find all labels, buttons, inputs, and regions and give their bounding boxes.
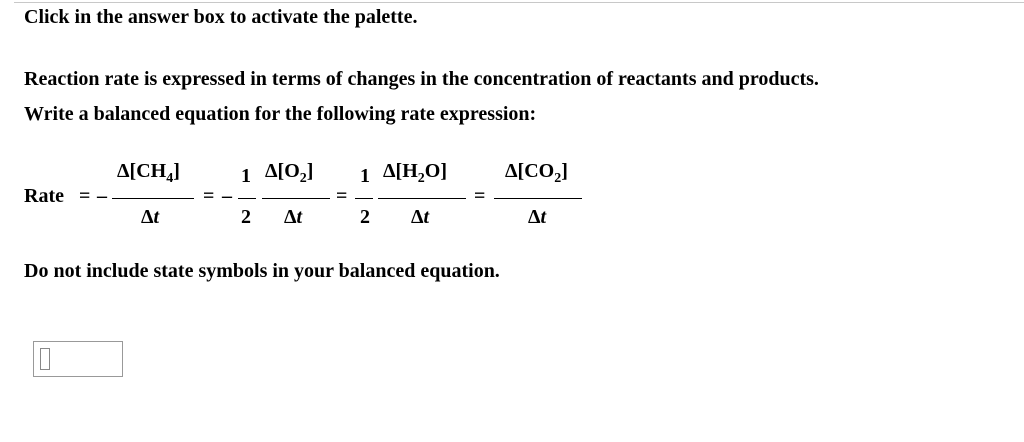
term4-numerator: $\Delta[CO_2]$ — [505, 160, 568, 186]
term1-numerator: $\Delta[CH_4]$ — [117, 160, 180, 186]
fraction-bar — [112, 198, 194, 199]
coefficient-numerator: 1 — [360, 165, 370, 187]
term3-numerator: $\Delta[H_2O]$ — [383, 160, 447, 186]
coefficient-numerator: 1 — [241, 165, 251, 187]
minus-sign: – — [222, 185, 232, 207]
intro-line-1: Reaction rate is expressed in terms of changes in the concentration of reactants and products. — [24, 68, 819, 90]
fraction-bar — [494, 198, 582, 199]
term2-numerator: $\Delta[O_2]$ — [265, 160, 314, 186]
term1-denominator: Δt — [141, 206, 160, 228]
term2-denominator: Δt — [284, 206, 303, 228]
equals-sign: = — [203, 185, 215, 207]
note-text: Do not include state symbols in your balanced equation. — [24, 260, 500, 282]
rate-label: Rate — [24, 185, 64, 207]
input-placeholder-cursor — [40, 348, 50, 370]
instruction-text: Click in the answer box to activate the palette. — [24, 6, 418, 28]
fraction-bar — [378, 198, 466, 199]
term4-denominator: Δt — [528, 206, 547, 228]
intro-line-2: Write a balanced equation for the following rate expression: — [24, 103, 537, 125]
equals-sign: = — [336, 185, 348, 207]
coefficient-denominator: 2 — [360, 206, 370, 228]
coefficient-denominator: 2 — [241, 206, 251, 228]
term3-denominator: Δt — [411, 206, 430, 228]
fraction-bar — [238, 198, 256, 199]
fraction-bar — [355, 198, 373, 199]
minus-sign: – — [97, 185, 107, 207]
answer-input-box[interactable] — [33, 341, 123, 377]
equals-sign: = — [474, 185, 486, 207]
equals-sign: = — [79, 185, 91, 207]
fraction-bar — [262, 198, 330, 199]
